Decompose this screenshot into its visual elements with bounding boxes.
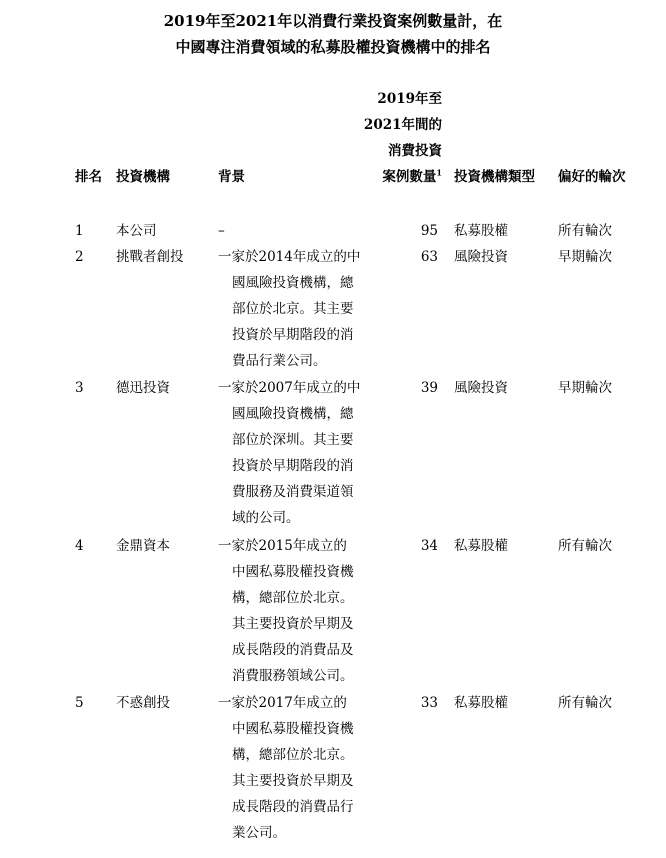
count-cell: 33 (420, 695, 438, 711)
background-line: – (218, 223, 225, 239)
background-line: 中國私募股權投資機 (232, 721, 354, 737)
count-cell: 39 (420, 380, 438, 396)
round-cell: 早期輪次 (558, 249, 612, 265)
header-count-line: 2019年至 (377, 91, 442, 107)
background-line: 投資於早期階段的消 (232, 327, 354, 343)
header-count-line: 2021年間的 (363, 117, 442, 133)
header-type: 投資機構類型 (454, 169, 535, 185)
background-line: 一家於2014年成立的中 (218, 249, 361, 265)
institution-cell: 挑戰者創投 (116, 249, 184, 265)
background-line: 業公司。 (232, 825, 286, 841)
type-cell: 風險投資 (454, 380, 508, 396)
background-line: 成長階段的消費品行 (232, 799, 354, 815)
type-cell: 私募股權 (454, 223, 508, 239)
background-line: 一家於2015年成立的 (218, 538, 347, 554)
header-count-line: 案例數量$^1$ (382, 167, 442, 185)
rank-cell: 3 (75, 380, 84, 396)
background-line: 域的公司。 (232, 510, 300, 526)
background-line: 消費服務領域公司。 (232, 668, 354, 684)
background-line: 成長階段的消費品及 (232, 642, 354, 658)
background-cell (218, 690, 358, 846)
background-cell (218, 218, 358, 244)
page-title: 2019年至2021年以消費行業投資案例數量計，在 (163, 12, 503, 30)
round-cell: 早期輪次 (558, 380, 612, 396)
round-cell: 所有輪次 (558, 223, 612, 239)
rank-cell: 5 (75, 695, 84, 711)
background-line: 一家於2017年成立的 (218, 695, 347, 711)
rank-cell: 2 (75, 249, 84, 265)
institution-cell: 本公司 (116, 223, 157, 239)
background-line: 構，總部位於北京。 (232, 747, 354, 763)
type-cell: 私募股權 (454, 538, 508, 554)
header-count (364, 86, 442, 190)
footnote-marker: 1 (436, 167, 442, 178)
page-subtitle: 中國專注消費領域的私募股權投資機構中的排名 (175, 38, 491, 56)
background-line: 投資於早期階段的消 (232, 458, 354, 474)
count-cell: 34 (420, 538, 438, 554)
header-institution: 投資機構 (116, 169, 170, 185)
header-rank: 排名 (75, 169, 102, 185)
institution-cell: 德迅投資 (116, 380, 170, 396)
count-cell: 95 (420, 223, 438, 239)
type-cell: 私募股權 (454, 695, 508, 711)
background-line: 其主要投資於早期及 (232, 616, 354, 632)
background-line: 國風險投資機構，總 (232, 406, 354, 422)
background-line: 一家於2007年成立的中 (218, 380, 361, 396)
background-line: 國風險投資機構，總 (232, 275, 354, 291)
background-cell (218, 533, 358, 689)
round-cell: 所有輪次 (558, 695, 612, 711)
rank-cell: 4 (75, 538, 84, 554)
background-line: 構，總部位於北京。 (232, 590, 354, 606)
round-cell: 所有輪次 (558, 538, 612, 554)
background-line: 部位於北京。其主要 (232, 301, 354, 317)
type-cell: 風險投資 (454, 249, 508, 265)
institution-cell: 金鼎資本 (116, 538, 170, 554)
background-cell (218, 375, 361, 531)
header-round: 偏好的輪次 (558, 169, 626, 185)
header-count-line: 消費投資 (388, 143, 442, 159)
rank-cell: 1 (75, 223, 84, 239)
background-line: 其主要投資於早期及 (232, 773, 354, 789)
background-line: 費品行業公司。 (232, 353, 327, 369)
background-cell (218, 244, 361, 374)
header-background: 背景 (218, 169, 245, 185)
background-line: 中國私募股權投資機 (232, 564, 354, 580)
institution-cell: 不惑創投 (116, 695, 170, 711)
background-line: 費服務及消費渠道領 (232, 484, 354, 500)
count-cell: 63 (420, 249, 438, 265)
background-line: 部位於深圳。其主要 (232, 432, 354, 448)
